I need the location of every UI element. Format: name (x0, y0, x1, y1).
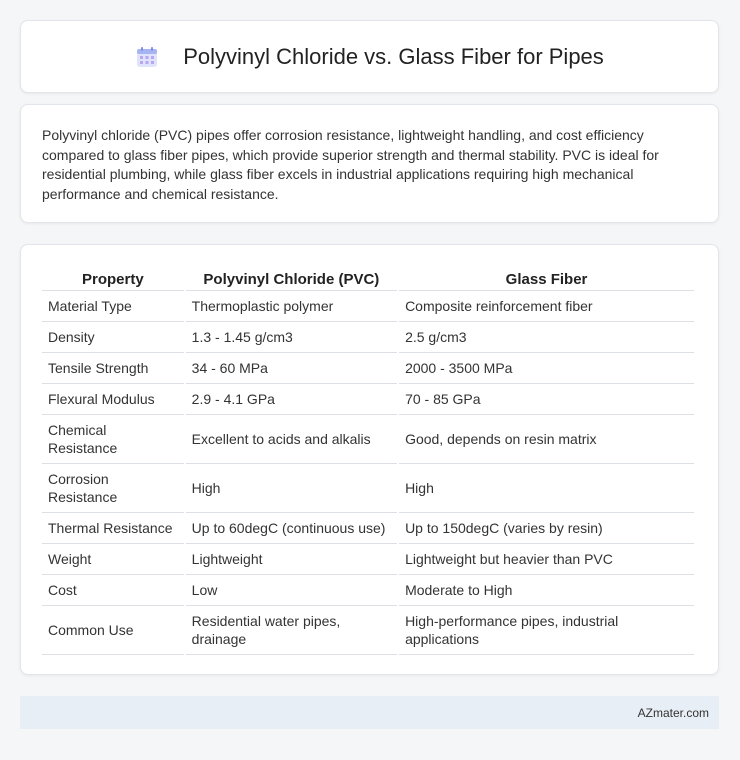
table-cell: Corrosion Resistance (42, 464, 184, 513)
footer-site-name: AZmater.com (637, 705, 709, 720)
table-cell: Composite reinforcement fiber (399, 291, 694, 322)
table-cell: 2000 - 3500 MPa (399, 353, 694, 384)
table-cell: Weight (42, 544, 184, 575)
table-cell: 2.9 - 4.1 GPa (186, 384, 397, 415)
intro-paragraph: Polyvinyl chloride (PVC) pipes offer corrosion resistance, lightweight handling, and cost efficiency compared to glass fiber pipes, which provide superior strength and thermal stability. PVC is ideal for residential plumbing, while glass fiber excels in industrial applications requiring high mechanical performance and chemical resistance. (42, 127, 659, 202)
table-cell: 2.5 g/cm3 (399, 322, 694, 353)
table-cell: Moderate to High (399, 575, 694, 606)
table-cell: Low (186, 575, 397, 606)
table-cell: Lightweight (186, 544, 397, 575)
table-row (42, 384, 694, 415)
table-cell: High (186, 464, 397, 513)
table-cell: Excellent to acids and alkalis (186, 415, 397, 464)
table-cell: Residential water pipes, drainage (186, 606, 397, 655)
table-row (42, 464, 694, 513)
table-cell: Flexural Modulus (42, 384, 184, 415)
table-cell: Chemical Resistance (42, 415, 184, 464)
table-cell: Thermoplastic polymer (186, 291, 397, 322)
intro-card (20, 104, 719, 223)
table-cell: Density (42, 322, 184, 353)
column-header-pvc: Polyvinyl Chloride (PVC) (186, 265, 397, 291)
table-row (42, 575, 694, 606)
table-cell: Tensile Strength (42, 353, 184, 384)
title-card (20, 20, 719, 93)
table-cell: Thermal Resistance (42, 513, 184, 544)
table-cell: 34 - 60 MPa (186, 353, 397, 384)
comparison-card (20, 244, 719, 675)
comparison-table (40, 265, 696, 655)
table-row (42, 415, 694, 464)
table-cell: High (399, 464, 694, 513)
column-header-glass-fiber: Glass Fiber (399, 265, 694, 291)
table-header-row (42, 265, 694, 291)
footer (20, 696, 719, 729)
table-cell: Lightweight but heavier than PVC (399, 544, 694, 575)
table-row (42, 606, 694, 655)
table-cell: 1.3 - 1.45 g/cm3 (186, 322, 397, 353)
table-cell: Common Use (42, 606, 184, 655)
table-row (42, 513, 694, 544)
table-row (42, 544, 694, 575)
page-title: Polyvinyl Chloride vs. Glass Fiber for Pipes (183, 43, 604, 69)
table-row (42, 322, 694, 353)
table-row (42, 291, 694, 322)
table-cell: 70 - 85 GPa (399, 384, 694, 415)
calendar-icon (135, 45, 159, 69)
table-cell: Cost (42, 575, 184, 606)
table-row (42, 353, 694, 384)
table-cell: Good, depends on resin matrix (399, 415, 694, 464)
table-cell: High-performance pipes, industrial applications (399, 606, 694, 655)
column-header-property: Property (42, 265, 184, 291)
table-cell: Up to 60degC (continuous use) (186, 513, 397, 544)
table-cell: Up to 150degC (varies by resin) (399, 513, 694, 544)
table-cell: Material Type (42, 291, 184, 322)
